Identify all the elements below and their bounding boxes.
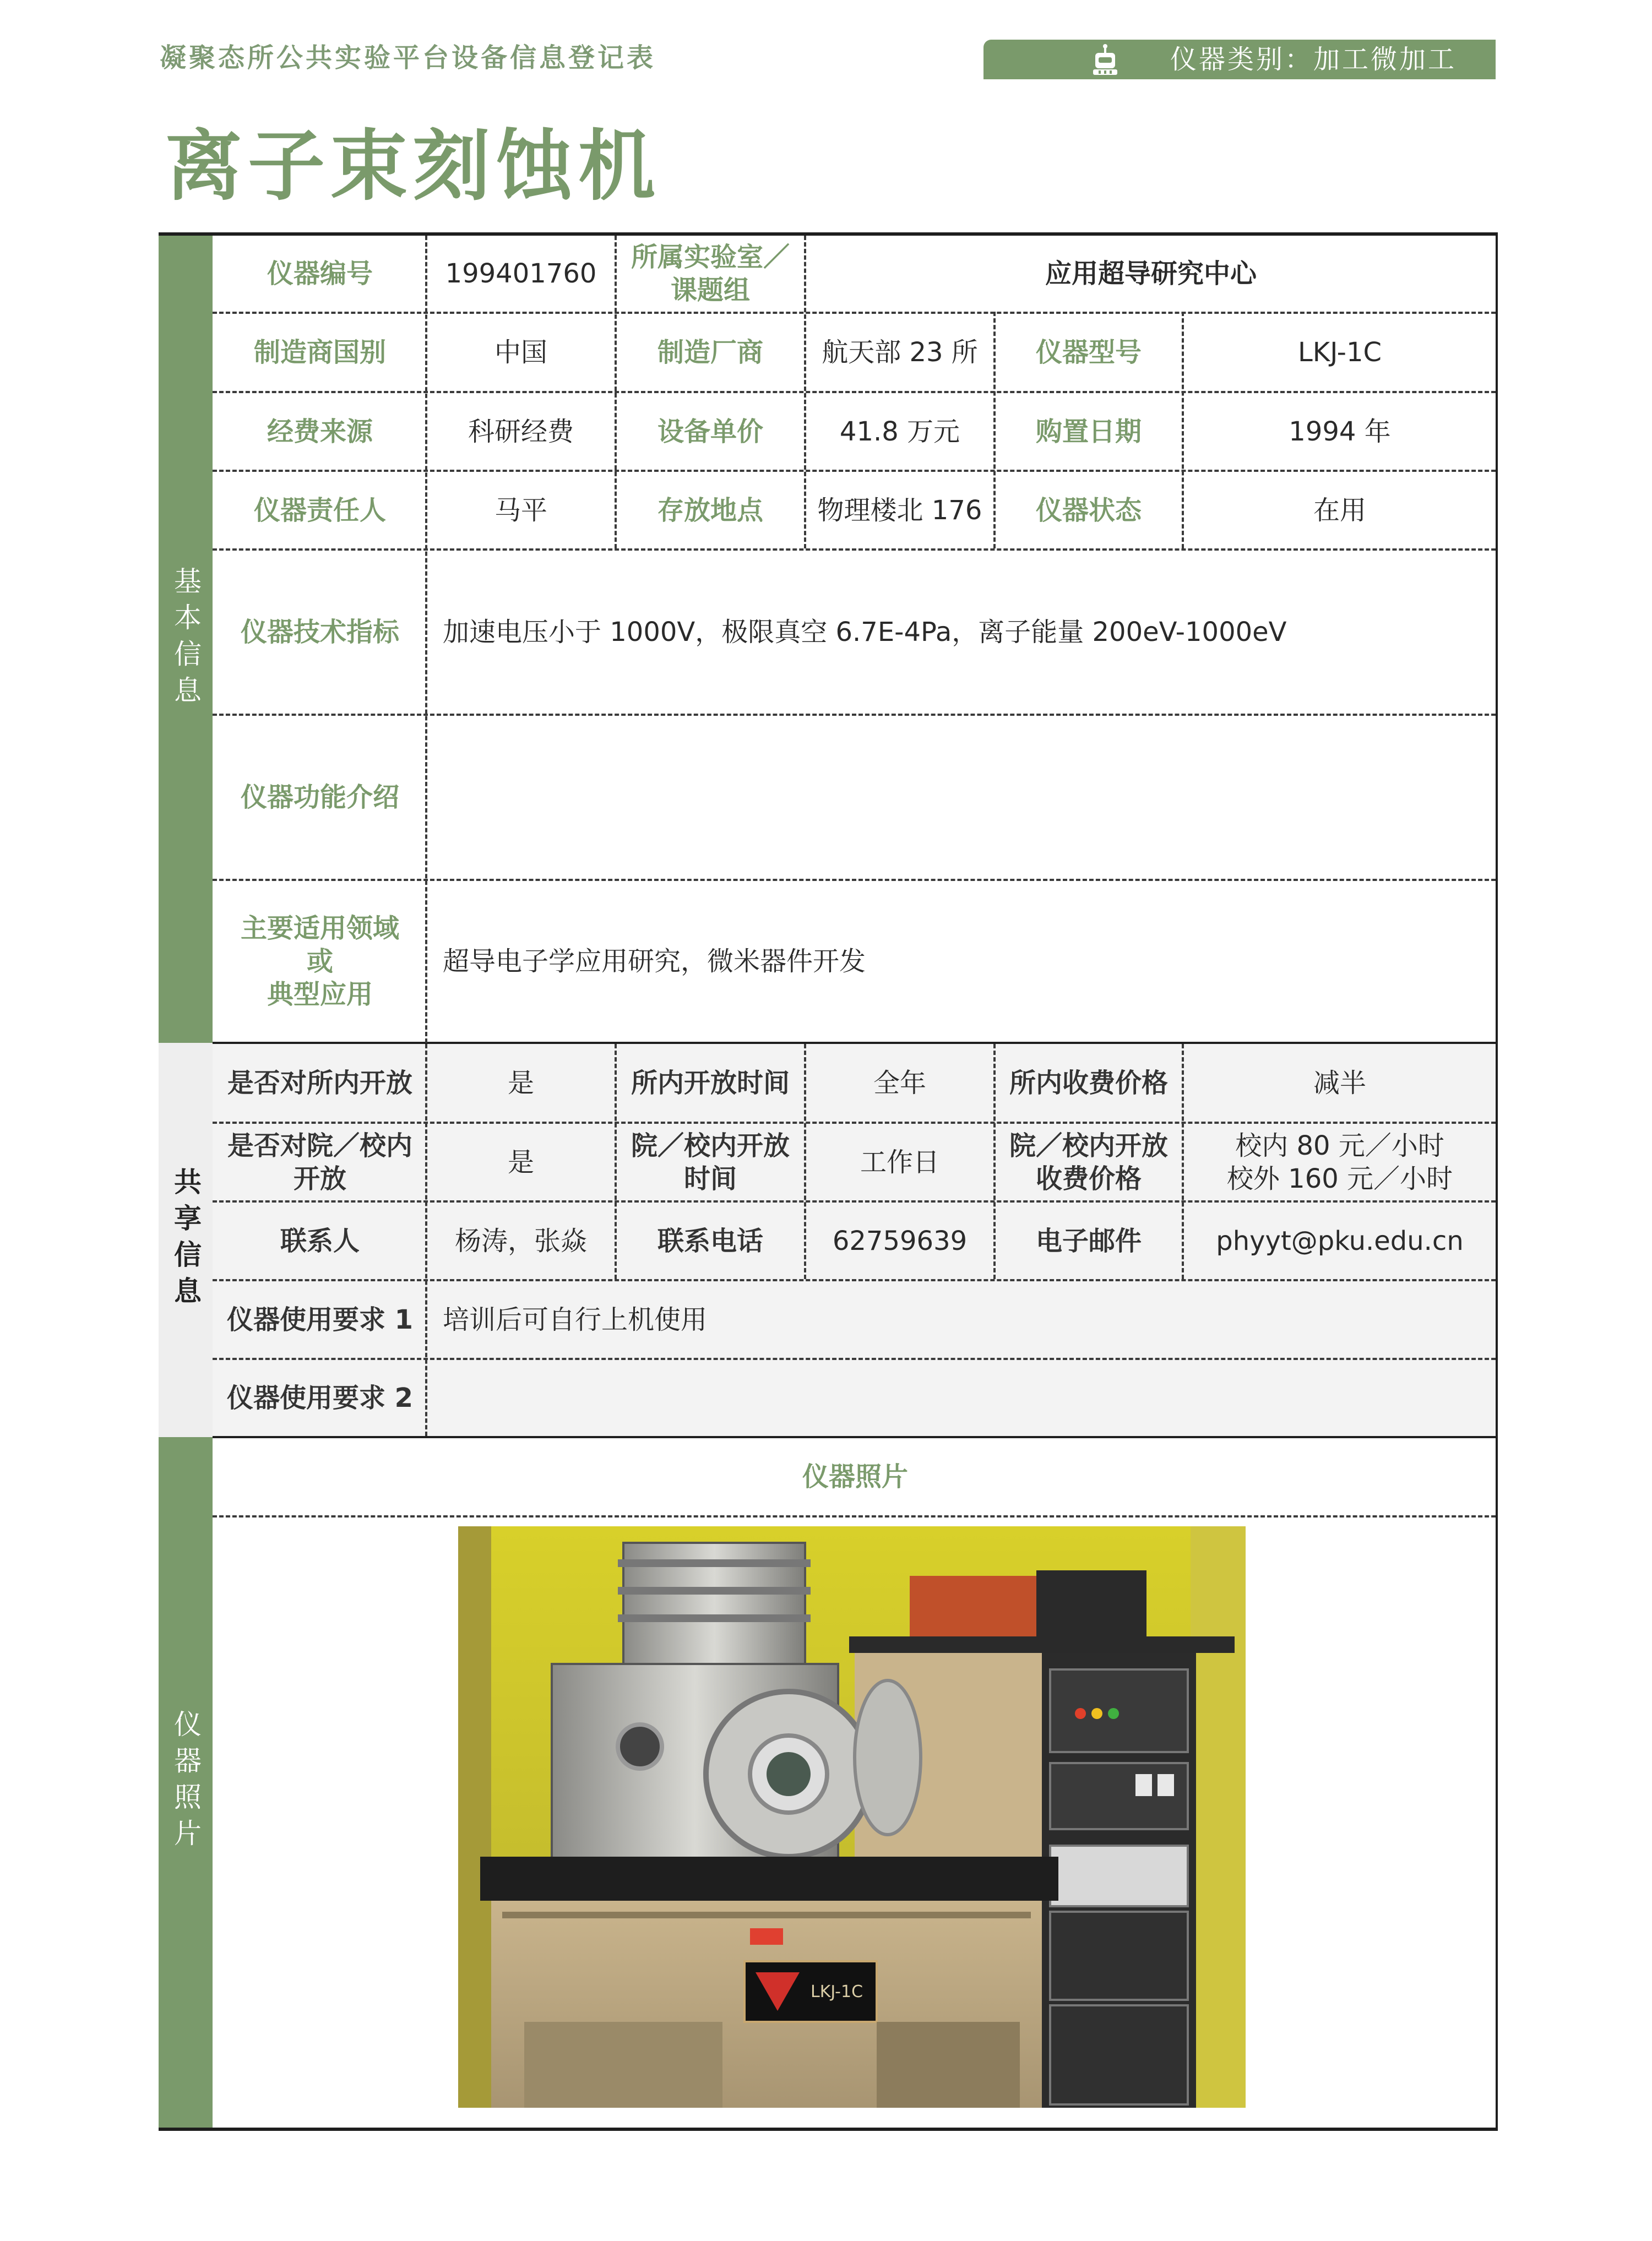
open-university-value: 是 (507, 1146, 534, 1178)
open-institute-value: 是 (507, 1067, 534, 1098)
photo-heading: 仪器照片 (802, 1461, 908, 1492)
function-label: 仪器功能介绍 (240, 782, 399, 813)
university-fee-label-line-2: 收费价格 (1035, 1163, 1142, 1194)
university-fee-value (1184, 1124, 1496, 1200)
country-value: 中国 (494, 337, 547, 368)
university-fee-value-line-1: 校内 80 元／小时 (1235, 1130, 1444, 1161)
email-label: 电子邮件 (1035, 1225, 1142, 1257)
manufacturer-label: 制造厂商 (657, 337, 763, 368)
page-title: 离子束刻蚀机 (165, 122, 661, 211)
university-fee-value-line-2: 校外 160 元／小时 (1226, 1163, 1453, 1194)
university-fee-label (996, 1124, 1182, 1200)
fund-source-label: 经费来源 (267, 416, 373, 447)
purchase-date-value: 1994 年 (1289, 416, 1391, 447)
robot-icon (1090, 43, 1121, 77)
requirement-1-label: 仪器使用要求 1 (226, 1304, 414, 1335)
open-university-label-line-1: 是否对院／校内 (227, 1130, 412, 1161)
section-photo (159, 1437, 213, 2128)
university-time-value: 工作日 (860, 1146, 939, 1178)
owner-label: 仪器责任人 (253, 494, 386, 526)
university-time-label (617, 1124, 804, 1200)
institute-fee-value: 减半 (1313, 1067, 1366, 1098)
section-photo-label: 仪器照片 (170, 1710, 202, 1855)
function-value (427, 716, 1496, 879)
open-university-label (215, 1124, 425, 1200)
instrument-id-label: 仪器编号 (267, 258, 373, 289)
panel-label: LKJ-1C (811, 1982, 863, 2001)
requirement-2-value (427, 1360, 1496, 1436)
university-fee-label-line-1: 院／校内开放 (1009, 1130, 1168, 1161)
instrument-photo (458, 1526, 1246, 2108)
owner-value: 马平 (494, 494, 547, 526)
phone-value: 62759639 (832, 1225, 968, 1257)
unit-price-label: 设备单价 (657, 416, 763, 447)
country-label: 制造商国别 (253, 337, 386, 368)
section-basic-info (159, 236, 213, 1043)
lab-label: 所属实验室／课题组 (631, 242, 790, 306)
fund-source-value: 科研经费 (468, 416, 574, 447)
institute-time-label: 所内开放时间 (631, 1067, 790, 1098)
requirement-2-label: 仪器使用要求 2 (226, 1383, 414, 1413)
contact-value: 杨涛，张焱 (454, 1225, 587, 1257)
model-value: LKJ-1C (1297, 337, 1382, 368)
contact-label: 联系人 (280, 1225, 360, 1257)
university-time-label-line-1: 院／校内开放 (631, 1130, 790, 1161)
category-label: 仪器类别：加工微加工 (1170, 44, 1457, 75)
model-label: 仪器型号 (1035, 337, 1142, 368)
instrument-photo-illustration (458, 1526, 1246, 2108)
email-value[interactable]: phyyt@pku.edu.cn (1216, 1225, 1464, 1257)
institute-fee-label: 所内收费价格 (1009, 1067, 1168, 1098)
application-value: 超导电子学应用研究，微米器件开发 (443, 946, 866, 977)
section-share-label: 共享信息 (170, 1167, 202, 1313)
university-time-label-line-2: 时间 (683, 1163, 737, 1194)
institute-time-value: 全年 (873, 1067, 926, 1098)
open-institute-label: 是否对所内开放 (227, 1067, 412, 1098)
row-divider (213, 1515, 1496, 1517)
section-share-info (159, 1043, 213, 1437)
manufacturer-value: 航天部 23 所 (822, 337, 978, 368)
status-value: 在用 (1313, 494, 1366, 526)
instrument-id-value: 199401760 (445, 258, 597, 289)
location-label: 存放地点 (657, 494, 763, 526)
tech-spec-label: 仪器技术指标 (240, 617, 399, 648)
application-label-line-1: 主要适用领域 (240, 913, 399, 944)
application-label (215, 881, 425, 1042)
application-label-line-2: 或 (306, 946, 333, 977)
status-label: 仪器状态 (1035, 494, 1142, 526)
tech-spec-value: 加速电压小于 1000V，极限真空 6.7E-4Pa，离子能量 200eV-1000eV (443, 617, 1287, 648)
application-label-line-3: 典型应用 (267, 979, 373, 1010)
org-title: 凝聚态所公共实验平台设备信息登记表 (160, 42, 656, 73)
purchase-date-label: 购置日期 (1035, 416, 1142, 447)
open-university-label-line-2: 开放 (293, 1163, 346, 1194)
section-basic-label: 基本信息 (170, 567, 202, 712)
location-value: 物理楼北 176 (817, 494, 982, 526)
requirement-1-value: 培训后可自行上机使用 (443, 1304, 708, 1335)
lab-value: 应用超导研究中心 (1045, 258, 1257, 289)
unit-price-value: 41.8 万元 (839, 416, 960, 447)
phone-label: 联系电话 (657, 1225, 763, 1257)
